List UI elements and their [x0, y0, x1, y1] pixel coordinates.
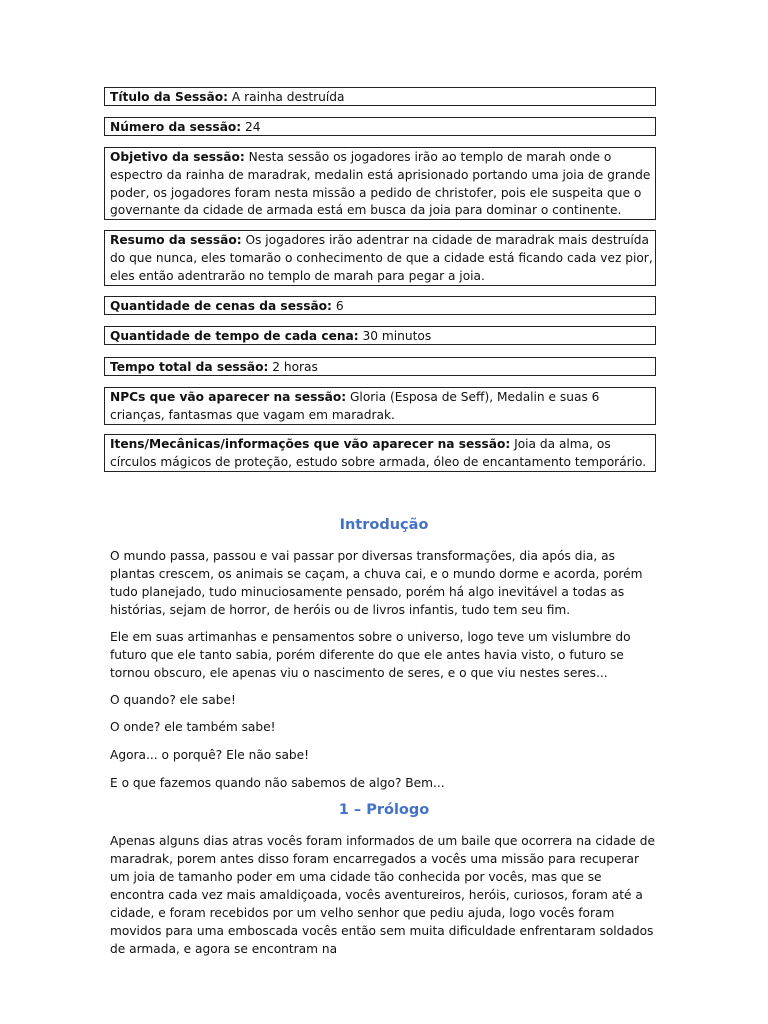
- npcs-row: [104, 387, 656, 425]
- session-title-row: [104, 87, 656, 106]
- intro-paragraph: O quando? ele sabe!: [110, 693, 236, 707]
- field-value: Nesta sessão os jogadores irão ao templo de marah onde o espectro da rainha de maradrak, medalin está aprisionado portando uma joia de grande poder, os jogadores foram nesta missão a pedido de christofer, pois ele suspeita que o governante da cidade de armada está em busca da joia para dominar o continente.: [110, 150, 651, 218]
- field-value: Gloria (Esposa de Seff), Medalin e suas 6 crianças, fantasmas que vagam em maradrak.: [110, 390, 600, 422]
- field-label: Número da sessão:: [110, 120, 242, 134]
- session-objective-row: [104, 147, 656, 220]
- field-label: NPCs que vão aparecer na sessão:: [110, 390, 347, 404]
- intro-heading: Introdução: [339, 517, 429, 533]
- field-value: 6: [335, 299, 344, 313]
- intro-paragraph: Ele em suas artimanhas e pensamentos sobre o universo, logo teve um vislumbre do futuro que ele tanto sabia, porém diferente do que ele antes havia visto, o futuro se tornou obscuro, ele apenas viu o nascimento de seres, e o que viu nestes seres...: [110, 630, 631, 680]
- intro-paragraph: O mundo passa, passou e vai passar por diversas transformações, dia após dia, as plantas crescem, os animais se caçam, a chuva cai, e o mundo dorme e acorda, porém tudo planejado, tudo minuciosamente pensado, porém há algo inevitável a todas as histórias, sejam de horror, de heróis ou de livros infantis, tudo tem seu fim.: [110, 549, 643, 617]
- items-row: [104, 434, 656, 472]
- session-summary-row: [104, 230, 656, 286]
- field-value: 30 minutos: [362, 329, 432, 343]
- field-label: Objetivo da sessão:: [110, 150, 245, 164]
- field-label: Quantidade de cenas da sessão:: [110, 299, 332, 313]
- total-time-row: [104, 357, 656, 376]
- field-label: Itens/Mecânicas/informações que vão aparecer na sessão:: [110, 437, 511, 451]
- intro-paragraph: O onde? ele também sabe!: [110, 720, 276, 734]
- field-value: 2 horas: [272, 360, 318, 374]
- prologue-heading: 1 – Prólogo: [338, 802, 430, 818]
- field-label: Tempo total da sessão:: [110, 360, 269, 374]
- prologue-paragraph: Apenas alguns dias atras vocês foram informados de um baile que ocorrera na cidade de maradrak, porem antes disso foram encarregados a vocês uma missão para recuperar um joia de tamanho poder em uma cidade tão conhecida por vocês, mas que se encontra cada vez mais amaldiçoada, vocês aventureiros, heróis, curiosos, foram até a cidade, e foram recebidos por um velho senhor que pediu ajuda, logo vocês foram movidos para uma emboscada vocês então sem muita dificuldade enfrentaram soldados de armada, e agora se encontram na: [110, 834, 655, 956]
- field-value: A rainha destruída: [231, 90, 345, 104]
- field-value: Os jogadores irão adentrar na cidade de maradrak mais destruída do que nunca, eles tomarão o conhecimento de que a cidade está ficando cada vez pior, eles então adentrarão no templo de marah para pegar a joia.: [110, 233, 653, 283]
- intro-paragraph: Agora... o porquê? Ele não sabe!: [110, 748, 310, 762]
- field-label: Resumo da sessão:: [110, 233, 242, 247]
- field-value: 24: [245, 120, 261, 134]
- field-label: Título da Sessão:: [110, 90, 229, 104]
- field-value: Joia da alma, os círculos mágicos de proteção, estudo sobre armada, óleo de encantamento temporário.: [110, 437, 647, 469]
- field-label: Quantidade de tempo de cada cena:: [110, 329, 359, 343]
- intro-paragraph: E o que fazemos quando não sabemos de algo? Bem...: [110, 776, 445, 790]
- scene-duration-row: [104, 326, 656, 345]
- session-number-row: [104, 117, 656, 136]
- scene-count-row: [104, 296, 656, 315]
